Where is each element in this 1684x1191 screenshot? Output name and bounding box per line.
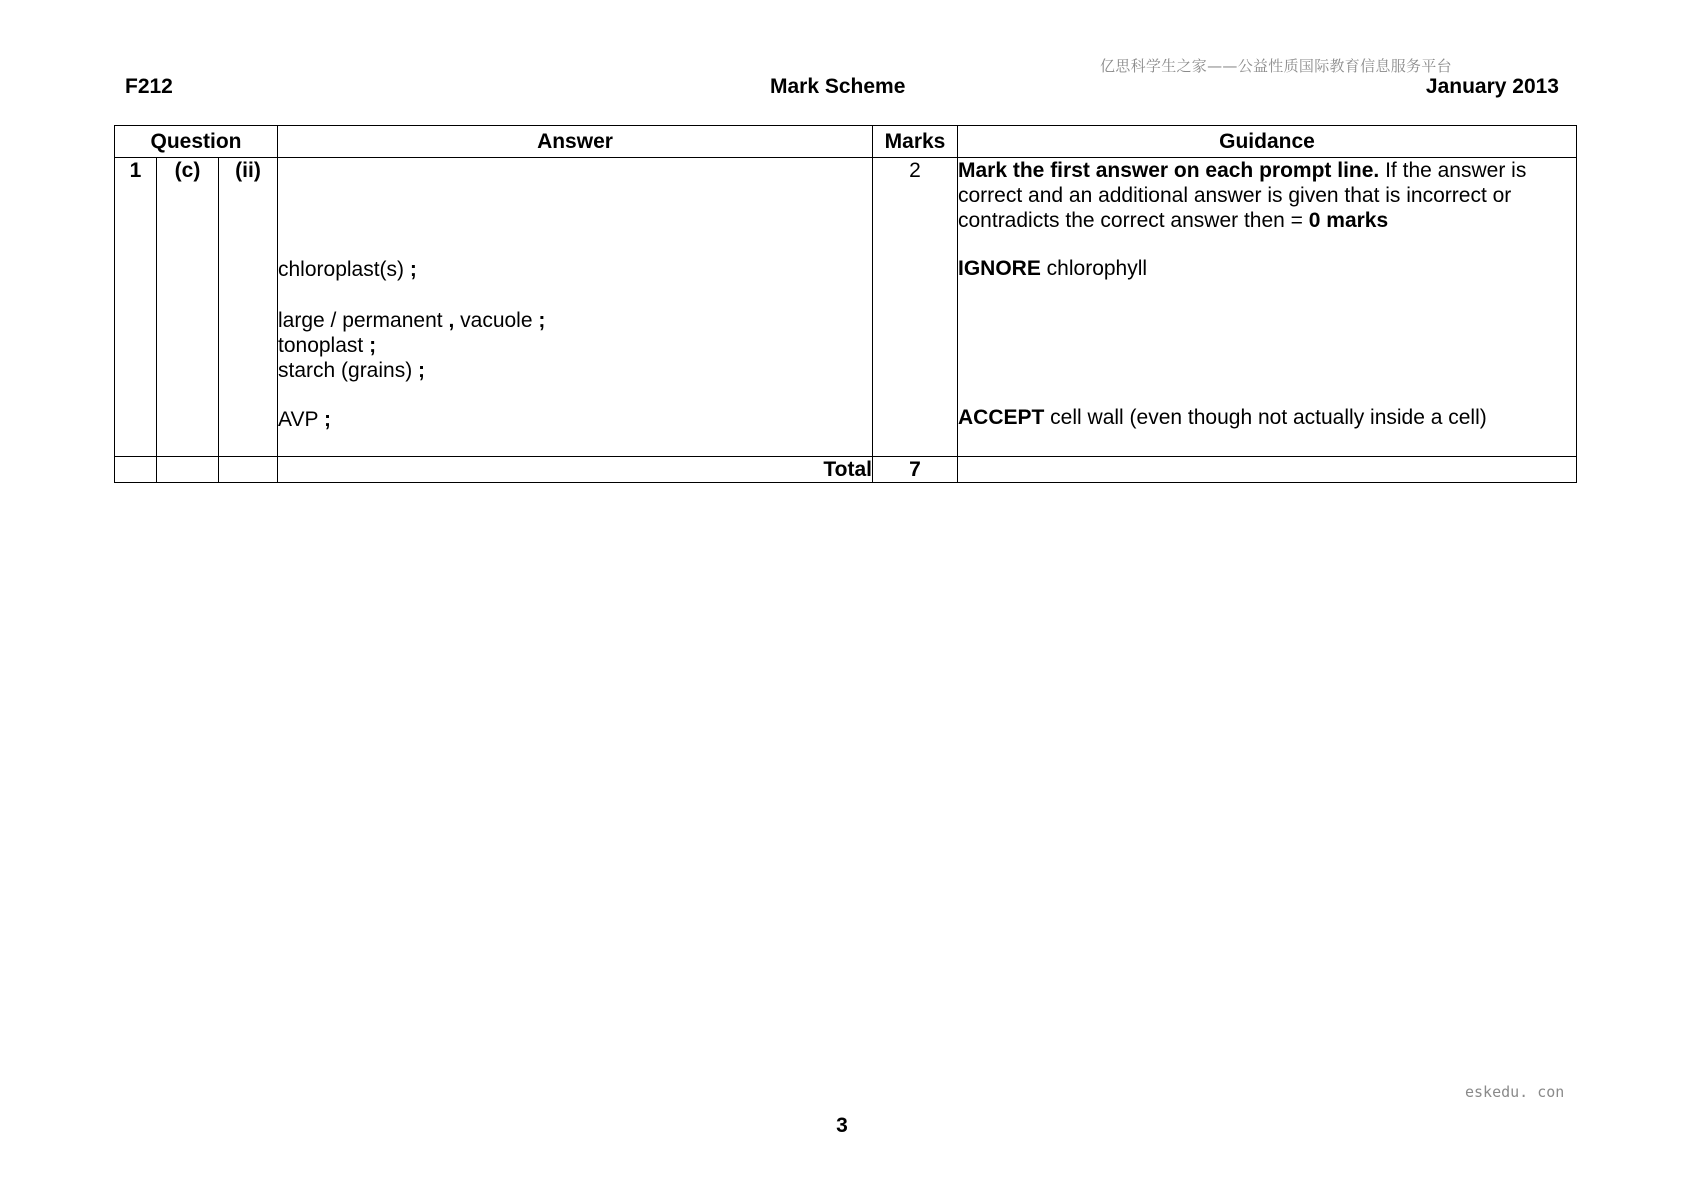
watermark-top: 亿思科学生之家——公益性质国际教育信息服务平台 — [1100, 57, 1452, 75]
guidance-marking-rule: Mark the first answer on each prompt line. If the answer is correct and an additional answer is given that is incorrect or contradicts the correct answer then = 0 marks — [958, 159, 1527, 232]
exam-date: January 2013 — [1425, 75, 1559, 98]
guidance-column-header: Guidance — [958, 126, 1577, 158]
answer-avp: AVP ; — [278, 408, 331, 431]
question-column-header: Question — [115, 126, 278, 158]
total-value: 7 — [873, 457, 958, 483]
guidance-accept: ACCEPT cell wall (even though not actually inside a cell) — [958, 406, 1487, 429]
table-row — [115, 158, 1577, 457]
question-number: 1 — [115, 158, 157, 457]
answer-chloroplast: chloroplast(s) ; — [278, 258, 417, 281]
answer-starch: starch (grains) ; — [278, 359, 426, 382]
table-header-row — [115, 126, 1577, 158]
question-part: (c) — [157, 158, 219, 457]
guidance-cell — [958, 158, 1577, 457]
page-number: 3 — [836, 1114, 848, 1137]
marks-column-header: Marks — [873, 126, 958, 158]
marks-value: 2 — [873, 158, 958, 457]
watermark-bottom: eskedu. con — [1465, 1083, 1565, 1101]
answer-cell — [278, 158, 873, 457]
document-title: Mark Scheme — [770, 75, 906, 98]
paper-code: F212 — [125, 75, 173, 98]
guidance-ignore: IGNORE chlorophyll — [958, 257, 1148, 280]
total-row — [115, 457, 1577, 483]
answer-tonoplast: tonoplast ; — [278, 334, 377, 357]
question-subpart: (ii) — [219, 158, 278, 457]
mark-scheme-table — [114, 125, 1577, 483]
answer-vacuole: large / permanent , vacuole ; — [278, 309, 546, 332]
total-label: Total — [278, 457, 873, 483]
answer-column-header: Answer — [278, 126, 873, 158]
